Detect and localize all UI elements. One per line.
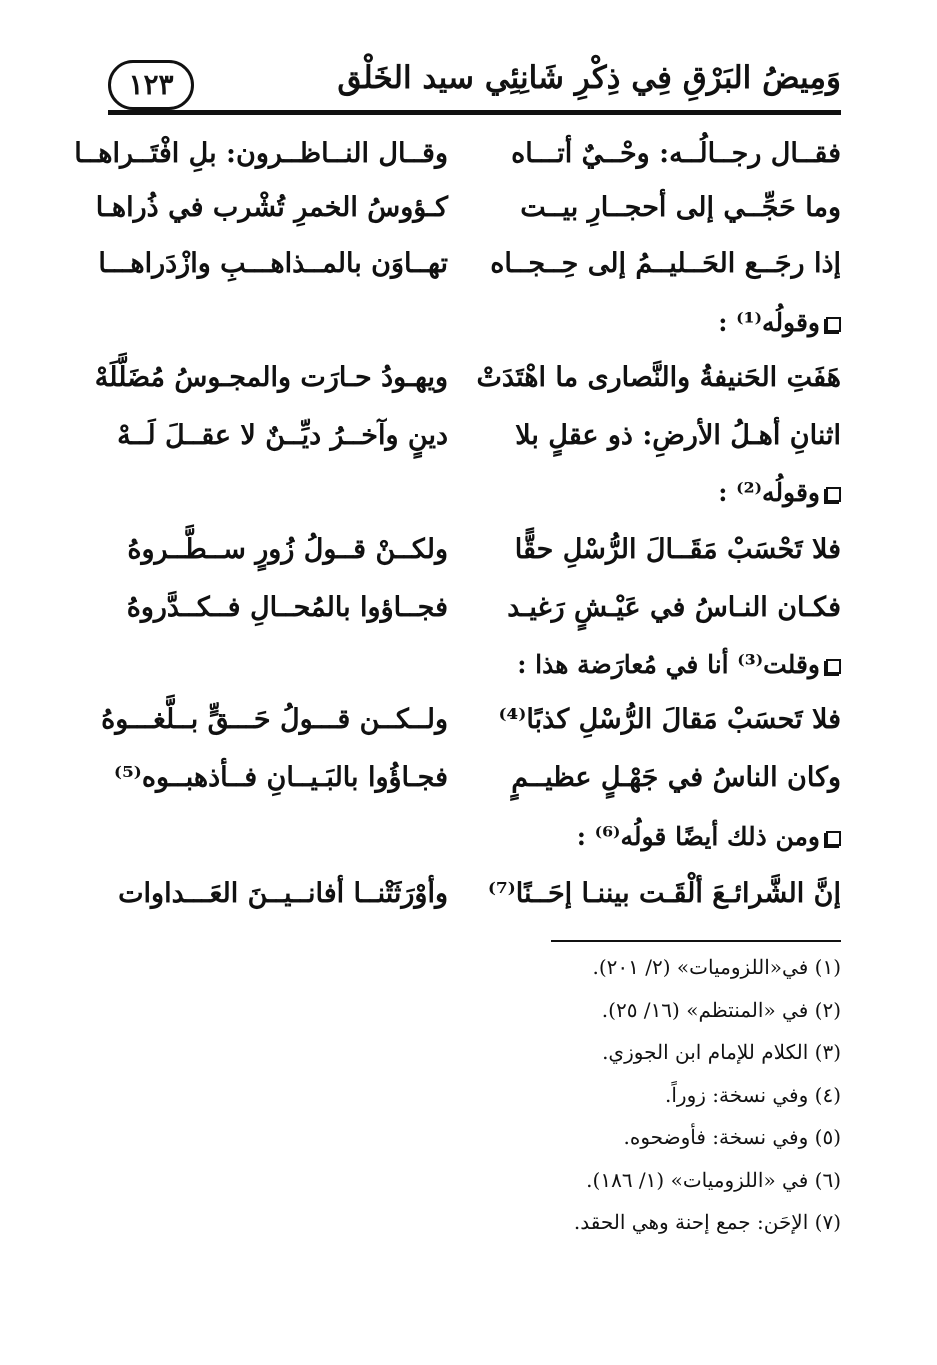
box-bullet-icon [826, 659, 841, 674]
footnote: (٢) في «المنتظم» (١٦/ ٢٥). [601, 997, 841, 1022]
verse-first-hemistich: فقــال رجــالُــه: وحْــيٌ أتـــاه [511, 138, 841, 169]
box-bullet-icon [826, 487, 841, 502]
verse-line [0, 138, 937, 184]
verse-line [0, 704, 937, 750]
footnote: (٥) وفي نسخة: فأوضحوه. [623, 1125, 841, 1149]
verse-first-hemistich: فكـان النـاسُ في عَيْـشٍ رَغيـد [507, 592, 841, 623]
verse-second-hemistich: وأوْرَثَتْنــا أفانــيــنَ العَـــداوات [118, 878, 448, 909]
verse-second-hemistich: ويهـودُ حـارَت والمجـوسُ مُضَلَّلَهْ [94, 362, 448, 393]
footnote: (٧) الإحَن: جمع إحنة وهي الحقد. [573, 1210, 841, 1234]
verse-first-hemistich: فلا تَحسَبْ مَقالَ الرُّسْلِ كذبًا⁽⁴⁾ [498, 704, 841, 735]
verse-line [0, 192, 937, 238]
verse-second-hemistich: دينٍ وآخــرُ ديِّــنٌ لا عقــلَ لَــهْ [117, 420, 448, 451]
box-bullet-icon [826, 317, 841, 332]
verse-line [0, 362, 937, 408]
verse-line [0, 248, 937, 294]
footnote: (٣) الكلام للإمام ابن الجوزي. [602, 1040, 841, 1064]
verse-second-hemistich: كـؤوسُ الخمرِ تُشْرب في ذُراهـا [95, 192, 448, 223]
footnote: (٦) في «اللزوميات» (١/ ١٨٦). [586, 1167, 841, 1192]
verse-intro [101, 650, 841, 679]
verse-first-hemistich: وكان الناسُ في جَهْـلٍ عظيــمٍ [511, 762, 841, 793]
box-bullet-icon [826, 831, 841, 846]
verse-second-hemistich: وقــال النــاظــرون: بلِ افْتَــراهــا [74, 138, 448, 169]
header-rule [108, 110, 841, 115]
verse-first-hemistich: هَفَتِ الحَنيفةُ والنَّصارى ما اهْتَدَتْ [476, 362, 841, 393]
footnote-separator [551, 940, 841, 942]
verse-second-hemistich: تهــاوَن بالمــذاهـــبِ وازْدَراهـــا [98, 248, 448, 279]
intro-text: وقلت⁽³⁾ أنا في مُعارَضة هذا : [517, 650, 820, 679]
verse-intro [101, 478, 841, 507]
running-title: وَمِيضُ البَرْقِ فِي ذِكْرِ شَانِئِي سيد الخَلْق [337, 60, 841, 96]
verse-line [0, 534, 937, 580]
verse-line [0, 878, 937, 924]
footnote: (٤) وفي نسخة: زوراً. [665, 1082, 841, 1107]
verse-line [0, 592, 937, 638]
verse-first-hemistich: إذا رجَــع الحَــليــمُ إلى حِــجــاه [490, 248, 841, 279]
page-number: ١٢٣ [108, 60, 194, 110]
intro-text: ومن ذلك أيضًا قولُه⁽⁶⁾ : [576, 822, 820, 851]
intro-text: وقولُه⁽²⁾ : [718, 478, 820, 507]
verse-first-hemistich: اثنانِ أهـلُ الأرضِ: ذو عقلٍ بلا [515, 420, 841, 451]
verse-first-hemistich: إنَّ الشَّرائـعَ ألْقَـت بيننـا إحَــنًا⁽⁷⁾ [487, 878, 841, 909]
verse-second-hemistich: ولكــنْ قــولُ زُورٍ ســطَّــروهُ [127, 534, 448, 565]
intro-text: وقولُه⁽¹⁾ : [718, 308, 820, 337]
footnotes-list [101, 955, 841, 1253]
verse-first-hemistich: وما حَجِّــي إلى أحجــارِ بيــت [520, 192, 841, 223]
verse-second-hemistich: فجـاؤُوا بالبَـيــانِ فــأذهبــوه⁽⁵⁾ [113, 762, 448, 793]
footnote: (١) في«اللزوميات» (٢/ ٢٠١). [592, 955, 841, 979]
verse-second-hemistich: فجــاؤوا بالمُحــالِ فــكــدَّروهُ [126, 592, 448, 623]
verse-intro [101, 308, 841, 337]
verse-intro [101, 822, 841, 851]
verse-line [0, 420, 937, 466]
verse-first-hemistich: فلا تَحْسَبْ مَقَــالَ الرُّسْلِ حقًّا [514, 534, 841, 565]
verse-second-hemistich: ولــكــن قـــولُ حَـــقٍّ بــلَّغـــوهُ [101, 704, 448, 735]
verse-line [0, 762, 937, 808]
